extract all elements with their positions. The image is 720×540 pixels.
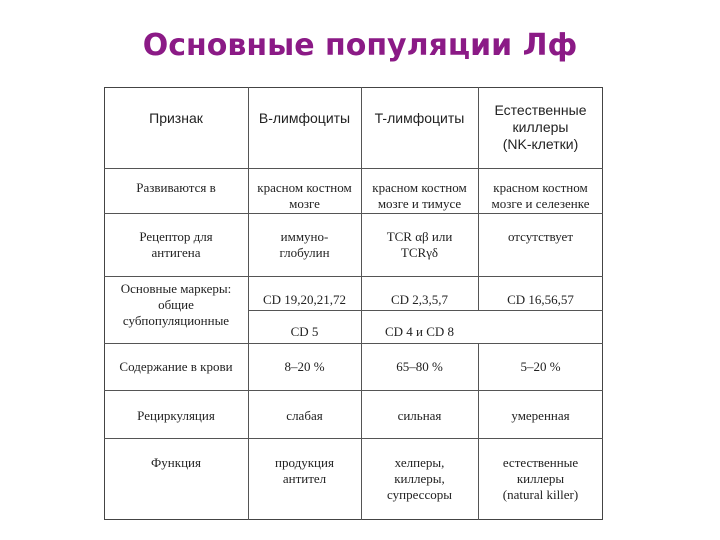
slide-title: Основные популяции Лф bbox=[142, 28, 578, 63]
row-label-receptor: Рецептор для антигена bbox=[139, 229, 213, 260]
cell-t-blood-content: 65–80 % bbox=[396, 359, 443, 374]
cell-nk-develop: красном костном мозге и селезенке bbox=[491, 180, 590, 211]
row-divider bbox=[249, 310, 603, 311]
row-divider bbox=[104, 390, 603, 391]
row-label-function: Функция bbox=[151, 455, 201, 470]
cell-t-receptor: TCR αβ или TCRγδ bbox=[386, 229, 453, 260]
cell-nk-receptor: отсутствует bbox=[507, 229, 574, 244]
row-divider bbox=[104, 213, 603, 214]
row-label-recirculation: Рециркуляция bbox=[137, 408, 215, 423]
header-b-lymphocytes: B-лимфоциты bbox=[258, 109, 351, 126]
cell-t-recirculation: сильная bbox=[397, 408, 442, 423]
cell-b-common-markers: CD 19,20,21,72 bbox=[262, 292, 347, 307]
cell-b-develop: красном костном мозге bbox=[257, 180, 352, 211]
cell-t-common-markers: CD 2,3,5,7 bbox=[390, 292, 449, 307]
cell-b-receptor: иммуно- глобулин bbox=[279, 229, 330, 260]
header-feature: Признак bbox=[149, 109, 203, 126]
row-divider bbox=[104, 168, 603, 169]
cell-nk-recirculation: умеренная bbox=[511, 408, 570, 423]
cell-b-function: продукция антител bbox=[275, 455, 334, 486]
cell-b-blood-content: 8–20 % bbox=[284, 359, 325, 374]
row-divider bbox=[104, 343, 603, 344]
row-label-develop: Развиваются в bbox=[136, 180, 216, 195]
cell-b-recirculation: слабая bbox=[286, 408, 323, 423]
row-label-markers: Основные маркеры: общие субпопуляционные bbox=[120, 281, 232, 328]
row-divider bbox=[104, 438, 603, 439]
cell-t-develop: красном костном мозге и тимусе bbox=[372, 180, 467, 211]
cell-nk-common-markers: CD 16,56,57 bbox=[507, 292, 574, 307]
cell-t-subpopulation-markers: CD 4 и CD 8 bbox=[384, 324, 455, 339]
header-nk-cells: Естественные киллеры (NK-клетки) bbox=[494, 102, 587, 152]
row-label-blood-content: Содержание в крови bbox=[119, 359, 233, 374]
cell-t-function: хелперы, киллеры, супрессоры bbox=[387, 455, 452, 502]
cell-nk-function: естественные киллеры (natural killer) bbox=[502, 455, 579, 502]
header-t-lymphocytes: T-лимфоциты bbox=[374, 109, 465, 126]
cell-b-subpopulation-markers: CD 5 bbox=[290, 324, 319, 339]
cell-nk-blood-content: 5–20 % bbox=[520, 359, 561, 374]
